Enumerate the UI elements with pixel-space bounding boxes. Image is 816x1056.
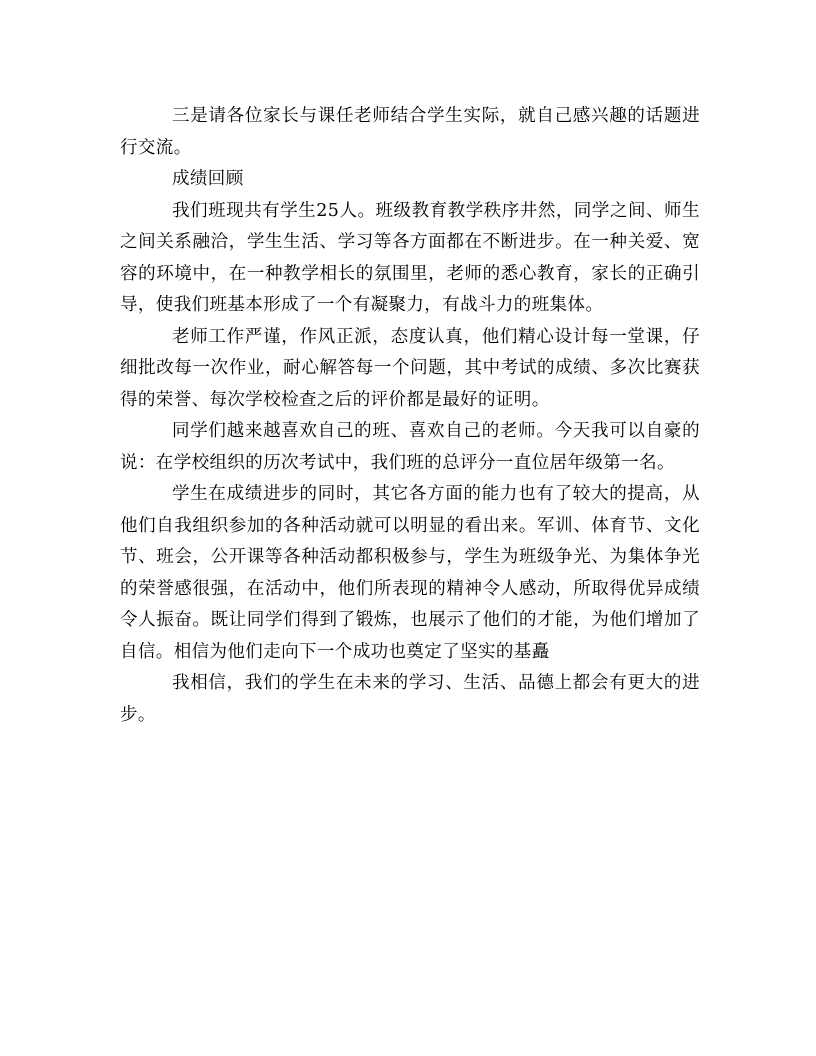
paragraph-closing: 我相信，我们的学生在未来的学习、生活、品德上都会有更大的进步。 xyxy=(120,673,700,725)
paragraph-class-overview: 我们班现共有学生25人。班级教育教学秩序井然，同学之间、师生之间关系融洽，学生生活、学习等各方面都在不断进步。在一种关爱、宽容的环境中，在一种教学相长的氛围里，老师的悉心教育，家长的正确引导，使我们班基本形成了一个有凝聚力，有战斗力的班集体。 xyxy=(120,200,700,315)
section-heading-achievements: 成绩回顾 xyxy=(172,169,244,189)
paragraph-parent-exchange: 三是请各位家长与课任老师结合学生实际，就自己感兴趣的话题进行交流。 xyxy=(120,106,700,158)
document-body xyxy=(120,101,700,731)
paragraph-teachers: 老师工作严谨，作风正派，态度认真，他们精心设计每一堂课，仔细批改每一次作业，耐心解答每一个问题，其中考试的成绩、多次比赛获得的荣誉、每次学校检查之后的评价都是最好的证明。 xyxy=(120,326,700,410)
paragraph-students-pride: 同学们越来越喜欢自己的班、喜欢自己的老师。今天我可以自豪的说：在学校组织的历次考试中，我们班的总评分一直位居年级第一名。 xyxy=(120,421,700,473)
paragraph-activities: 学生在成绩进步的同时，其它各方面的能力也有了较大的提高，从他们自我组织参加的各种活动就可以明显的看出来。军训、体育节、文化节、班会，公开课等各种活动都积极参与，学生为班级争光、为集体争光的荣誉感很强，在活动中，他们所表现的精神令人感动，所取得优异成绩令人振奋。既让同学们得到了锻炼，也展示了他们的才能，为他们增加了自信。相信为他们走向下一个成功也奠定了坚实的基矗 xyxy=(120,484,700,662)
